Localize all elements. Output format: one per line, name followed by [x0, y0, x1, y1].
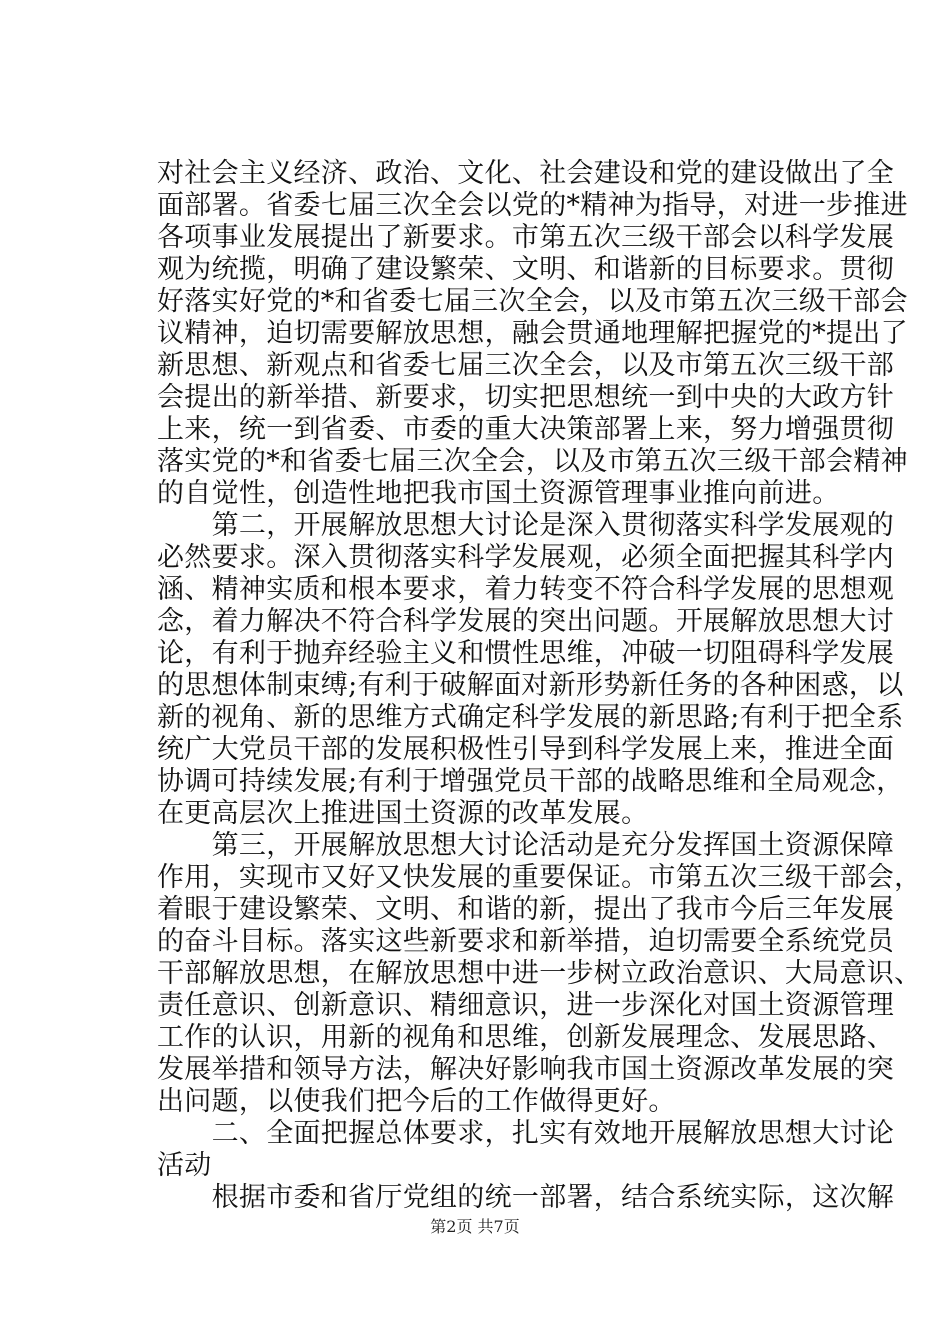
text-line: 根据市委和省厅党组的统一部署，结合系统实际，这次解 — [157, 1182, 895, 1213]
text-line: 新思想、新观点和省委七届三次全会，以及市第五次三级干部 — [157, 350, 895, 381]
text-line: 干部解放思想，在解放思想中进一步树立政治意识、大局意识、 — [157, 958, 922, 989]
text-line: 念，着力解决不符合科学发展的突出问题。开展解放思想大讨 — [157, 606, 895, 637]
page-number-footer: 第2页 共7页 — [430, 1217, 520, 1236]
text-line: 好落实好党的*和省委七届三次全会，以及市第五次三级干部会 — [157, 286, 908, 317]
text-line: 必然要求。深入贯彻落实科学发展观，必须全面把握其科学内 — [157, 542, 895, 573]
text-line: 会提出的新举措、新要求，切实把思想统一到中央的大政方针 — [157, 382, 895, 413]
text-line: 的奋斗目标。落实这些新要求和新举措，迫切需要全系统党员 — [157, 926, 895, 957]
text-line: 在更高层次上推进国土资源的改革发展。 — [157, 798, 649, 829]
text-line: 工作的认识，用新的视角和思维，创新发展理念、发展思路、 — [157, 1022, 895, 1053]
section-heading-line: 活动 — [157, 1150, 212, 1181]
text-line: 的自觉性，创造性地把我市国土资源管理事业推向前进。 — [157, 478, 840, 509]
text-line: 责任意识、创新意识、精细意识，进一步深化对国土资源管理 — [157, 990, 895, 1021]
text-line: 涵、精神实质和根本要求，着力转变不符合科学发展的思想观 — [157, 574, 895, 605]
text-line: 第三，开展解放思想大讨论活动是充分发挥国土资源保障 — [157, 830, 895, 861]
text-line: 出问题，以使我们把今后的工作做得更好。 — [157, 1086, 676, 1117]
text-line: 各项事业发展提出了新要求。市第五次三级干部会以科学发展 — [157, 222, 895, 253]
text-line: 面部署。省委七届三次全会以党的*精神为指导，对进一步推进 — [157, 190, 908, 221]
text-line: 的思想体制束缚;有利于破解面对新形势新任务的各种困惑，以 — [157, 670, 904, 701]
section-heading-line: 二、全面把握总体要求，扎实有效地开展解放思想大讨论 — [157, 1118, 895, 1149]
text-line: 上来，统一到省委、市委的重大决策部署上来，努力增强贯彻 — [157, 414, 895, 445]
body-text — [157, 158, 922, 1214]
text-line: 论，有利于抛弃经验主义和惯性思维，冲破一切阻碍科学发展 — [157, 638, 895, 669]
text-line: 对社会主义经济、政治、文化、社会建设和党的建设做出了全 — [157, 158, 895, 189]
text-line: 统广大党员干部的发展积极性引导到科学发展上来，推进全面 — [157, 734, 895, 765]
text-line: 观为统揽，明确了建设繁荣、文明、和谐新的目标要求。贯彻 — [157, 254, 895, 285]
text-line: 新的视角、新的思维方式确定科学发展的新思路;有利于把全系 — [157, 702, 904, 733]
text-line: 落实党的*和省委七届三次全会，以及市第五次三级干部会精神 — [157, 446, 908, 477]
text-line: 发展举措和领导方法，解决好影响我市国土资源改革发展的突 — [157, 1054, 895, 1085]
text-line: 着眼于建设繁荣、文明、和谐的新，提出了我市今后三年发展 — [157, 894, 895, 925]
text-line: 议精神，迫切需要解放思想，融会贯通地理解把握党的*提出了 — [157, 318, 908, 349]
text-line: 作用，实现市又好又快发展的重要保证。市第五次三级干部会， — [157, 862, 922, 893]
text-line: 第二，开展解放思想大讨论是深入贯彻落实科学发展观的 — [157, 510, 895, 541]
text-line: 协调可持续发展;有利于增强党员干部的战略思维和全局观念， — [157, 766, 904, 797]
